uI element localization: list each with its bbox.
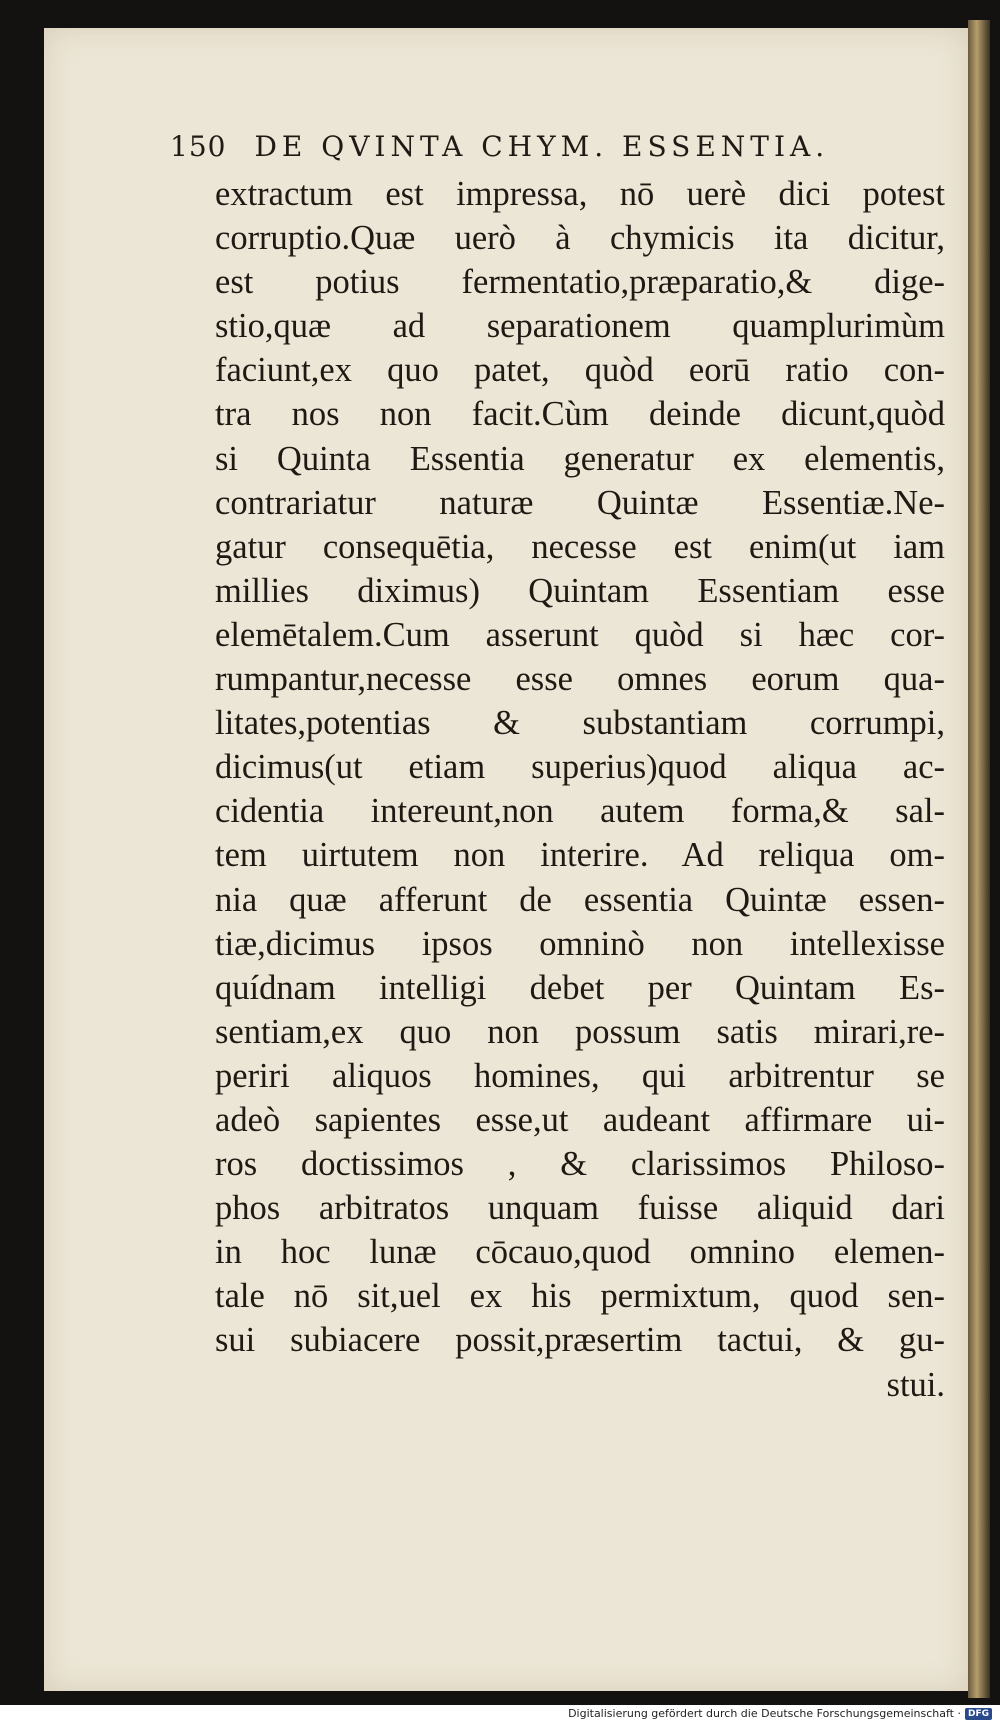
text-line: sui subiacere possit,præsertim tactui, & gu- [215, 1321, 945, 1360]
text-line: est potius fermentatio,præparatio,& dige- [215, 263, 945, 302]
text-line: litates,potentias & substantiam corrumpi, [215, 704, 945, 743]
text-line: gatur consequētia, necesse est enim(ut iam [215, 527, 945, 566]
book-edge [968, 20, 990, 1698]
text-line: sentiam,ex quo non possum satis mirari,re- [215, 1012, 945, 1051]
running-header [170, 130, 829, 163]
text-line: rumpantur,necesse esse omnes eorum qua- [215, 660, 945, 699]
text-line: nia quæ afferunt de essentia Quintæ essen- [215, 880, 945, 919]
page-number: 150 [170, 130, 227, 163]
text-line: corruptio.Quæ uerò à chymicis ita dicitur, [215, 219, 945, 258]
text-line: contrariatur naturæ Quintæ Essentiæ.Ne- [215, 483, 945, 522]
text-line: elemētalem.Cum asserunt quòd si hæc cor- [215, 615, 945, 654]
running-title: DE QVINTA CHYM. ESSENTIA. [254, 130, 830, 163]
text-line: periri aliquos homines, qui arbitrentur se [215, 1056, 945, 1095]
text-line: tem uirtutem non interire. Ad reliqua om- [215, 836, 945, 875]
text-line: si Quinta Essentia generatur ex elementis, [215, 439, 945, 478]
text-line: millies diximus) Quintam Essentiam esse [215, 571, 945, 610]
text-line: dicimus(ut etiam superius)quod aliqua ac- [215, 748, 945, 787]
credit-text: Digitalisierung gefördert durch die Deutsche Forschungsgemeinschaft · [568, 1707, 961, 1720]
text-line: quídnam intelligi debet per Quintam Es- [215, 968, 945, 1007]
text-line: faciunt,ex quo patet, quòd eorū ratio con- [215, 351, 945, 390]
text-line: tra nos non facit.Cùm deinde dicunt,quòd [215, 395, 945, 434]
dfg-logo: DFG [965, 1708, 992, 1720]
text-line: ros doctissimos , & clarissimos Philoso- [215, 1145, 945, 1184]
text-line: stui. [886, 1365, 945, 1404]
text-line: extractum est impressa, nō uerè dici potest [215, 175, 945, 213]
text-line: adeò sapientes esse,ut audeant affirmare ui- [215, 1100, 945, 1139]
text-line: stio,quæ ad separationem quamplurimùm [215, 307, 945, 346]
text-line: phos arbitratos unquam fuisse aliquid dari [215, 1189, 945, 1228]
page-body-text [215, 172, 945, 1407]
text-line: cidentia intereunt,non autem forma,& sal- [215, 792, 945, 831]
text-line: tale nō sit,uel ex his permixtum, quod sen- [215, 1277, 945, 1316]
text-line: in hoc lunæ cōcauo,quod omnino elemen- [215, 1233, 945, 1272]
text-line: tiæ,dicimus ipsos omninò non intellexisse [215, 924, 945, 963]
digitization-credit [568, 1707, 992, 1720]
